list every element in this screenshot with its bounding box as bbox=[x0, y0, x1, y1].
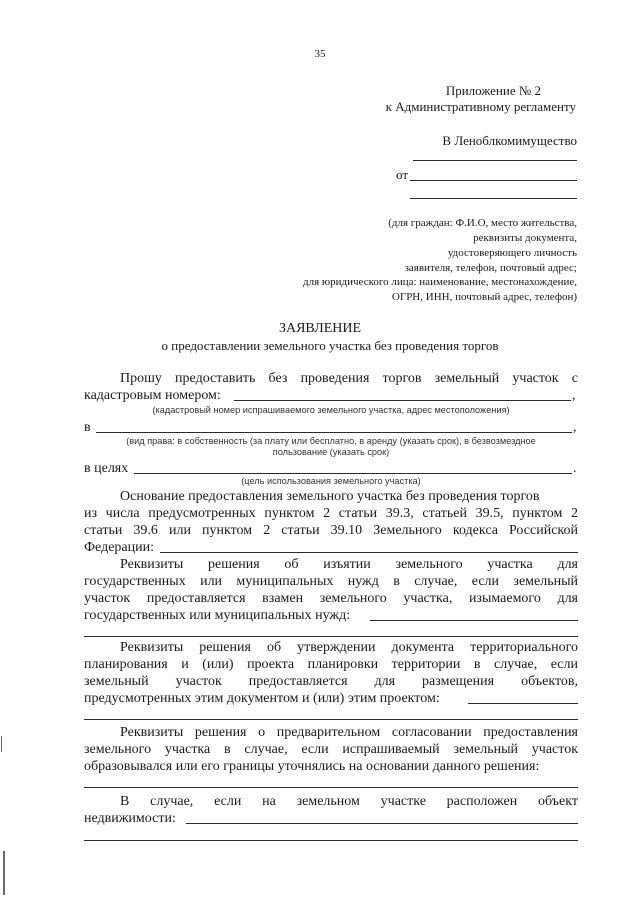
addressee-to: В Леноблкомимущество bbox=[442, 133, 577, 148]
withdrawal-line: участок предоставляется взамен земельного участка, изымаемого для bbox=[84, 591, 578, 606]
cadastral-comma: , bbox=[572, 388, 576, 403]
purpose-period: . bbox=[573, 461, 577, 476]
territorial-line: земельный участок предоставляется для размещения объектов, bbox=[84, 674, 578, 689]
realty-field[interactable] bbox=[186, 823, 578, 824]
page-number: 35 bbox=[314, 48, 326, 60]
from-blank-line-2[interactable] bbox=[410, 198, 577, 199]
basis-line: статьи 39.6 или пунктом 2 статьи 39.10 Земельного кодекса Российской bbox=[84, 523, 578, 538]
document-title: ЗАЯВЛЕНИЕ bbox=[278, 321, 362, 336]
cadastral-number-field[interactable] bbox=[234, 400, 571, 401]
preliminary-line: Реквизиты решения о предварительном согласовании предоставления bbox=[120, 725, 578, 740]
right-type-comma: , bbox=[573, 420, 577, 435]
withdrawal-line: государственных или муниципальных нужд: bbox=[84, 608, 351, 623]
preliminary-line: земельного участка в случае, если испрашиваемый земельный участок bbox=[84, 742, 578, 757]
request-line: Прошу предоставить без проведения торгов земельный участок с bbox=[120, 371, 578, 386]
purpose-label: в целях bbox=[84, 461, 129, 476]
applicant-note-line: реквизиты документа, bbox=[473, 232, 577, 244]
applicant-note-line: удостоверяющего личность bbox=[447, 247, 577, 259]
scan-margin-mark bbox=[3, 851, 5, 895]
document-subtitle: о предоставлении земельного участка без проведения торгов bbox=[161, 338, 499, 353]
realty-field-2[interactable] bbox=[84, 840, 578, 841]
basis-line: из числа предусмотренных пунктом 2 статьи 39.3, статьей 39.5, пунктом 2 bbox=[84, 506, 578, 521]
right-type-field[interactable] bbox=[96, 432, 572, 433]
territorial-line: предусмотренных этим документом и (или) этим проектом: bbox=[84, 691, 440, 706]
cadastral-label: кадастровым номером: bbox=[84, 388, 221, 403]
realty-line: В случае, если на земельном участке расположен объект bbox=[120, 794, 578, 809]
right-type-caption: (вид права: в собственность (за плату или бесплатно, в аренду (указать срок), в безвозмездное bbox=[126, 436, 536, 446]
withdrawal-field-2[interactable] bbox=[84, 636, 578, 637]
cadastral-caption: (кадастровый номер испрашиваемого земельного участка, адрес местоположения) bbox=[152, 405, 510, 415]
territorial-field-2[interactable] bbox=[84, 719, 578, 720]
purpose-field[interactable] bbox=[134, 473, 572, 474]
appendix-subtitle: к Административному регламенту bbox=[385, 99, 576, 114]
withdrawal-line: Реквизиты решения об изъятии земельного участка для bbox=[120, 557, 578, 572]
from-blank-line[interactable] bbox=[410, 180, 577, 181]
preliminary-field[interactable] bbox=[84, 787, 578, 788]
purpose-caption: (цель использования земельного участка) bbox=[241, 476, 421, 486]
appendix-title: Приложение № 2 bbox=[445, 83, 541, 98]
applicant-note-line: ОГРН, ИНН, почтовый адрес, телефон) bbox=[391, 291, 577, 303]
basis-line: Федерации: bbox=[84, 540, 155, 555]
applicant-note-line: (для граждан: Ф.И.О, место жительства, bbox=[388, 217, 577, 229]
realty-line: недвижимости: bbox=[84, 811, 176, 826]
territorial-field[interactable] bbox=[468, 703, 578, 704]
basis-line: Основание предоставления земельного участка без проведения торгов bbox=[120, 489, 540, 504]
applicant-note-line: для юридического лица: наименование, местонахождение, bbox=[303, 276, 577, 288]
right-type-label: в bbox=[84, 420, 91, 435]
withdrawal-field[interactable] bbox=[370, 620, 578, 621]
applicant-note-line: заявителя, телефон, почтовый адрес; bbox=[404, 262, 577, 274]
preliminary-line: образовывался или его границы уточнялись на основании данного решения: bbox=[84, 759, 540, 774]
right-type-caption: пользование (указать срок) bbox=[272, 447, 390, 457]
addressee-blank-line[interactable] bbox=[413, 160, 577, 161]
scan-margin-mark bbox=[1, 736, 2, 752]
territorial-line: Реквизиты решения об утверждении документа территориального bbox=[120, 640, 578, 655]
from-label: от bbox=[396, 167, 409, 182]
territorial-line: планирования и (или) проекта планировки территории в случае, если bbox=[84, 657, 578, 672]
withdrawal-line: государственных или муниципальных нужд в случае, если земельный bbox=[84, 574, 578, 589]
basis-field[interactable] bbox=[160, 552, 578, 553]
